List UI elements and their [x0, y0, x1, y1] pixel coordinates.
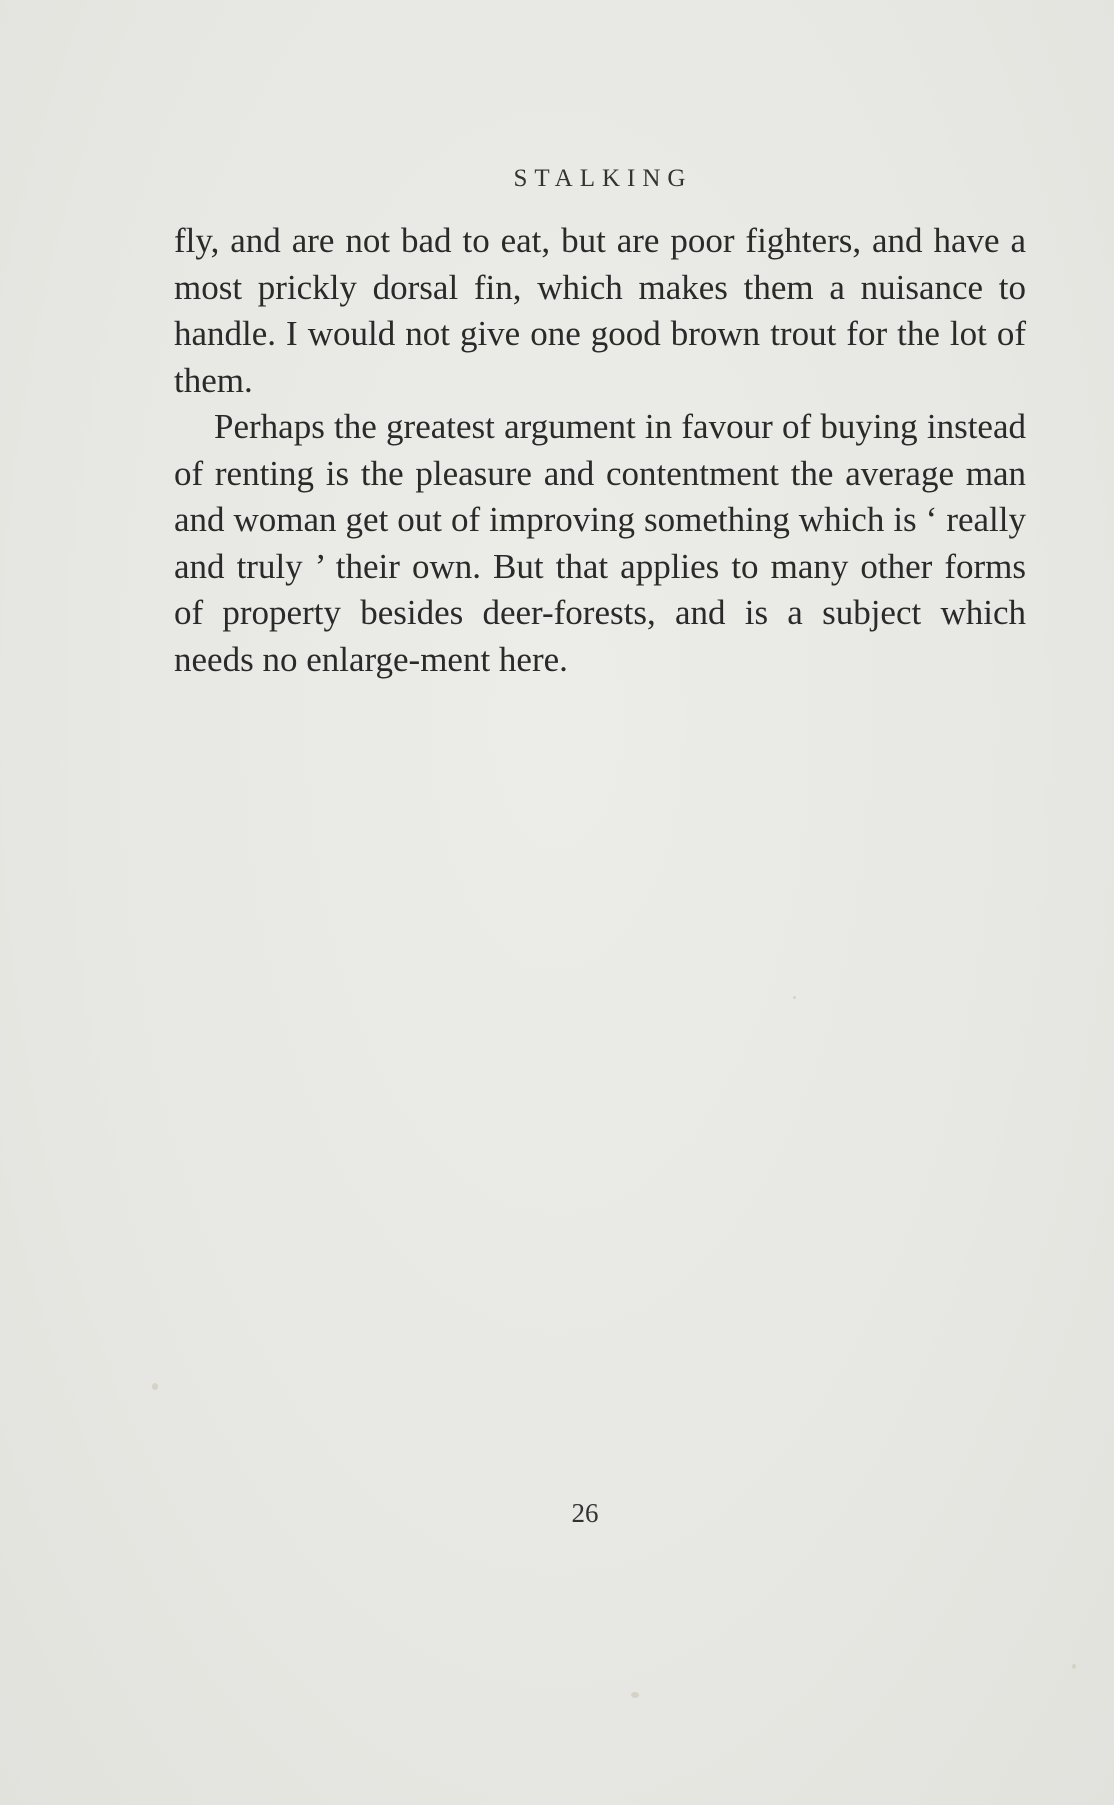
running-head: STALKING: [513, 165, 693, 192]
paper-speck: [631, 1692, 639, 1698]
paragraph: Perhaps the greatest argument in favour of buying instead of renting is the pleasure and contentment the average man and woman get out of improving something which is ‘ really and truly ’ their own. But that applies to many other forms of property besides deer-forests, and is a subject which needs no enlarge-ment here.: [174, 407, 1026, 679]
paragraph: fly, and are not bad to eat, but are poor fighters, and have a most prickly dorsal fin, which makes them a nuisance to handle. I would not give one good brown trout for the lot of them.: [174, 221, 1026, 400]
body-text: [174, 218, 1026, 683]
page-number: 26: [571, 1498, 599, 1528]
paper-speck: [152, 1383, 158, 1390]
paper-speck: [793, 996, 796, 999]
paper-speck: [1072, 1664, 1076, 1669]
